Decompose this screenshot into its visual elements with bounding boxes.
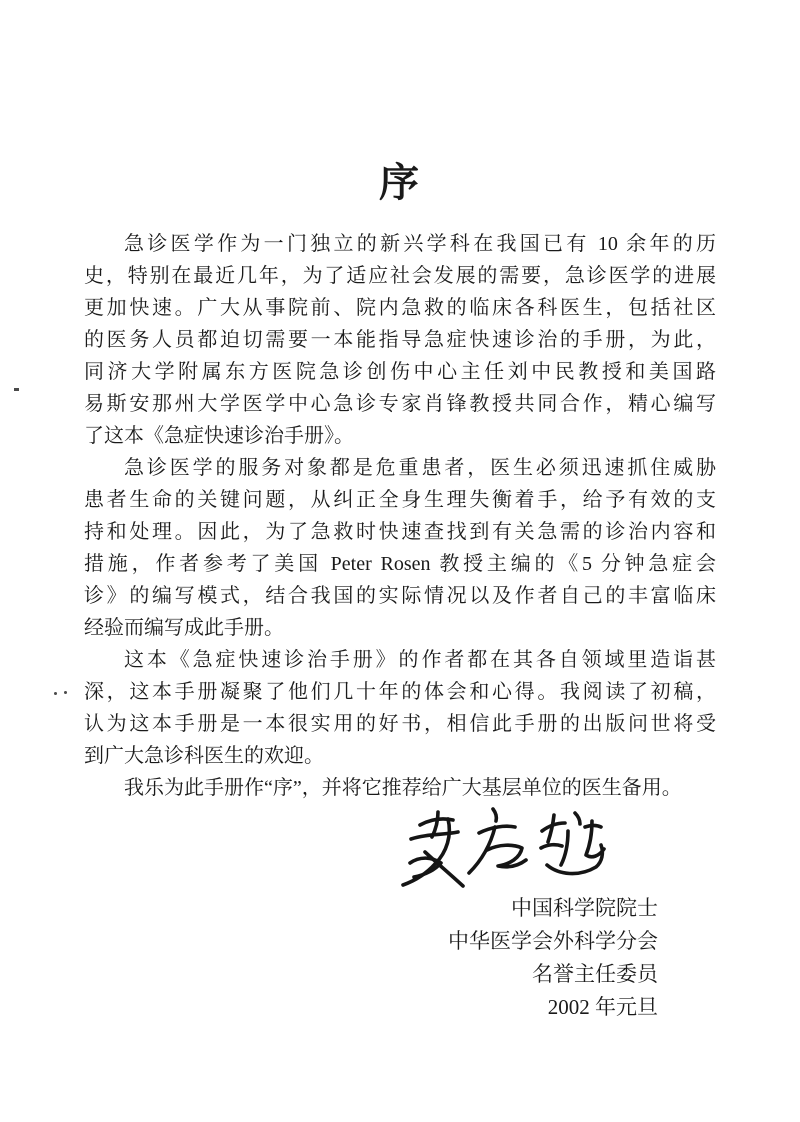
page-title: 序 xyxy=(379,160,421,205)
text-line: 的医务人员都迫切需要一本能指导急症快速诊治的手册，为此， xyxy=(84,329,716,351)
paragraph xyxy=(84,644,716,772)
scan-speck xyxy=(64,691,67,694)
text-line: 急诊医学作为一门独立的新兴学科在我国已有 10 余年的历 xyxy=(124,233,716,255)
text-line: 诊》的编写模式，结合我国的实际情况以及作者自己的丰富临床 xyxy=(84,585,716,607)
text-line: 措施，作者参考了美国 Peter Rosen 教授主编的《5 分钟急症会 xyxy=(84,553,716,575)
attribution-line: 2002 年元旦 xyxy=(547,995,658,1019)
text-line: 到广大急诊科医生的欢迎。 xyxy=(84,745,324,767)
paragraph xyxy=(84,772,716,804)
text-line: 持和处理。因此，为了急救时快速查找到有关急需的诊治内容和 xyxy=(84,521,716,543)
handwritten-signature xyxy=(396,806,608,894)
text-line: 史，特别在最近几年，为了适应社会发展的需要，急诊医学的进展 xyxy=(84,265,716,287)
paragraph xyxy=(84,228,716,452)
text-line: 急诊医学的服务对象都是危重患者，医生必须迅速抓住威胁 xyxy=(124,457,716,479)
attribution-line: 中华医学会外科学分会 xyxy=(448,929,658,953)
paragraph xyxy=(84,452,716,644)
attribution-line: 名誉主任委员 xyxy=(532,962,658,986)
text-line: 这本《急症快速诊治手册》的作者都在其各自领域里造诣甚 xyxy=(124,649,716,671)
text-line: 了这本《急症快速诊治手册》。 xyxy=(84,425,354,447)
text-line: 更加快速。广大从事院前、院内急救的临床各科医生，包括社区 xyxy=(84,297,716,319)
signature-strokes-icon xyxy=(396,806,608,894)
attribution-block xyxy=(84,892,658,1024)
text-line: 我乐为此手册作“序”，并将它推荐给广大基层单位的医生备用。 xyxy=(124,777,682,799)
text-line: 易斯安那州大学医学中心急诊专家肖锋教授共同合作，精心编写 xyxy=(84,393,716,415)
preface-body xyxy=(84,228,716,804)
text-line: 患者生命的关键问题，从纠正全身生理失衡着手，给予有效的支 xyxy=(84,489,716,511)
attribution-line: 中国科学院院士 xyxy=(511,896,658,920)
text-line: 同济大学附属东方医院急诊创伤中心主任刘中民教授和美国路 xyxy=(84,361,716,383)
scan-speck xyxy=(54,692,57,695)
text-line: 认为这本手册是一本很实用的好书，相信此手册的出版问世将受 xyxy=(84,713,716,735)
text-line: 经验而编写成此手册。 xyxy=(84,617,284,639)
scan-speck xyxy=(14,388,19,391)
text-line: 深，这本手册凝聚了他们几十年的体会和心得。我阅读了初稿， xyxy=(84,681,716,703)
